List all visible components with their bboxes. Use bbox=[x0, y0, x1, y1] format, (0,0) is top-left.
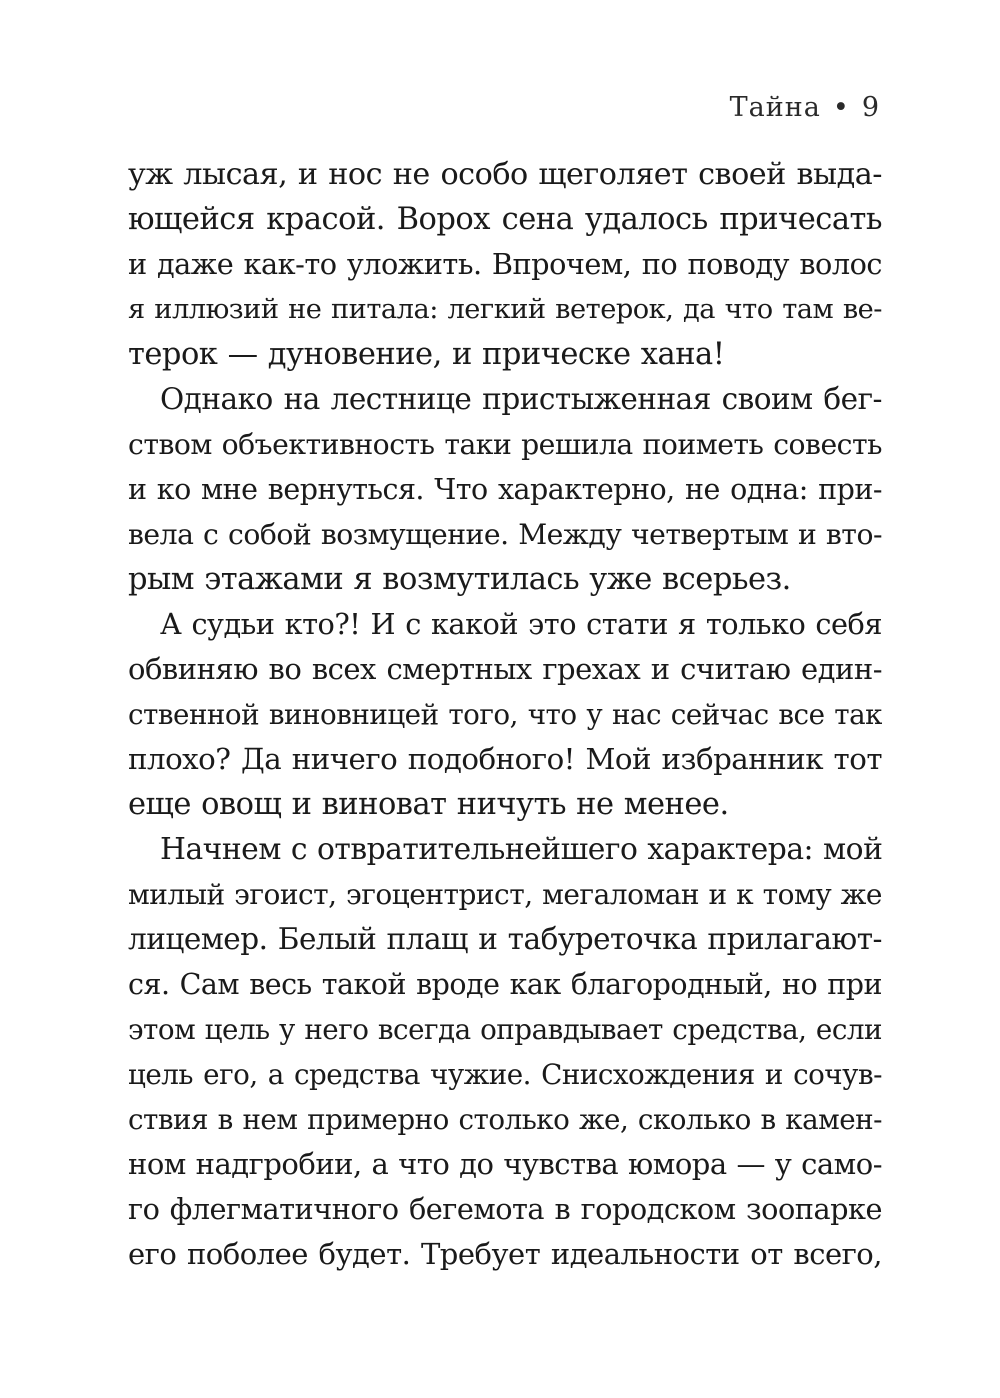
text-line: рым этажами я возмутилась уже всерьез. bbox=[128, 562, 791, 597]
text-line: цель его, а средства чужие. Снисхождения и сочув- bbox=[128, 1058, 882, 1091]
text-line: этом цель у него всегда оправдывает средства, если bbox=[128, 1013, 882, 1046]
body-text bbox=[128, 152, 882, 1277]
text-line: ством объективность таки решила поиметь совесть bbox=[128, 428, 882, 461]
text-line: и даже как-то уложить. Впрочем, по поводу волос bbox=[128, 247, 882, 281]
text-line: Начнем с отвратительнейшего характера: мой bbox=[160, 832, 882, 867]
header-separator: • bbox=[832, 92, 850, 123]
text-line: ном надгробии, а что до чувства юмора — у само- bbox=[128, 1147, 882, 1181]
paragraph-2 bbox=[128, 377, 882, 602]
running-header bbox=[730, 92, 880, 123]
page-number: 9 bbox=[861, 92, 880, 123]
text-line: Однако на лестнице пристыженная своим бег- bbox=[160, 382, 882, 416]
text-line: терок — дуновение, и прическе хана! bbox=[128, 337, 725, 372]
paragraph-1 bbox=[128, 152, 882, 377]
text-line: милый эгоист, эгоцентрист, мегаломан и к тому же bbox=[128, 878, 882, 911]
text-line: еще овощ и виноват ничуть не менее. bbox=[128, 787, 729, 822]
text-line: А судьи кто?! И с какой это стати я только себя bbox=[160, 607, 882, 641]
text-line: ствия в нем примерно столько же, сколько в камен- bbox=[128, 1103, 882, 1136]
text-line: его поболее будет. Требует идеальности от всего, bbox=[128, 1237, 882, 1271]
text-line: го флегматичного бегемота в городском зоопарке bbox=[128, 1192, 882, 1226]
paragraph-4 bbox=[128, 827, 882, 1277]
paragraph-3 bbox=[128, 602, 882, 827]
text-line: ственной виновницей того, что у нас сейчас все так bbox=[128, 698, 882, 731]
text-line: вела с собой возмущение. Между четвертым и вто- bbox=[128, 518, 882, 551]
text-line: обвиняю во всех смертных грехах и считаю един- bbox=[128, 652, 882, 686]
text-line: лицемер. Белый плащ и табуреточка прилагают- bbox=[128, 922, 882, 956]
text-line: уж лысая, и нос не особо щеголяет своей выда- bbox=[128, 157, 882, 192]
section-title: Тайна bbox=[729, 92, 821, 123]
text-line: я иллюзий не питала: легкий ветерок, да что там ве- bbox=[128, 294, 882, 325]
text-line: плохо? Да ничего подобного! Мой избранник тот bbox=[128, 742, 882, 776]
text-line: и ко мне вернуться. Что характерно, не одна: при- bbox=[128, 473, 882, 506]
text-line: ющейся красой. Ворох сена удалось причесать bbox=[128, 202, 882, 237]
text-line: ся. Сам весь такой вроде как благородный, но при bbox=[128, 968, 882, 1001]
